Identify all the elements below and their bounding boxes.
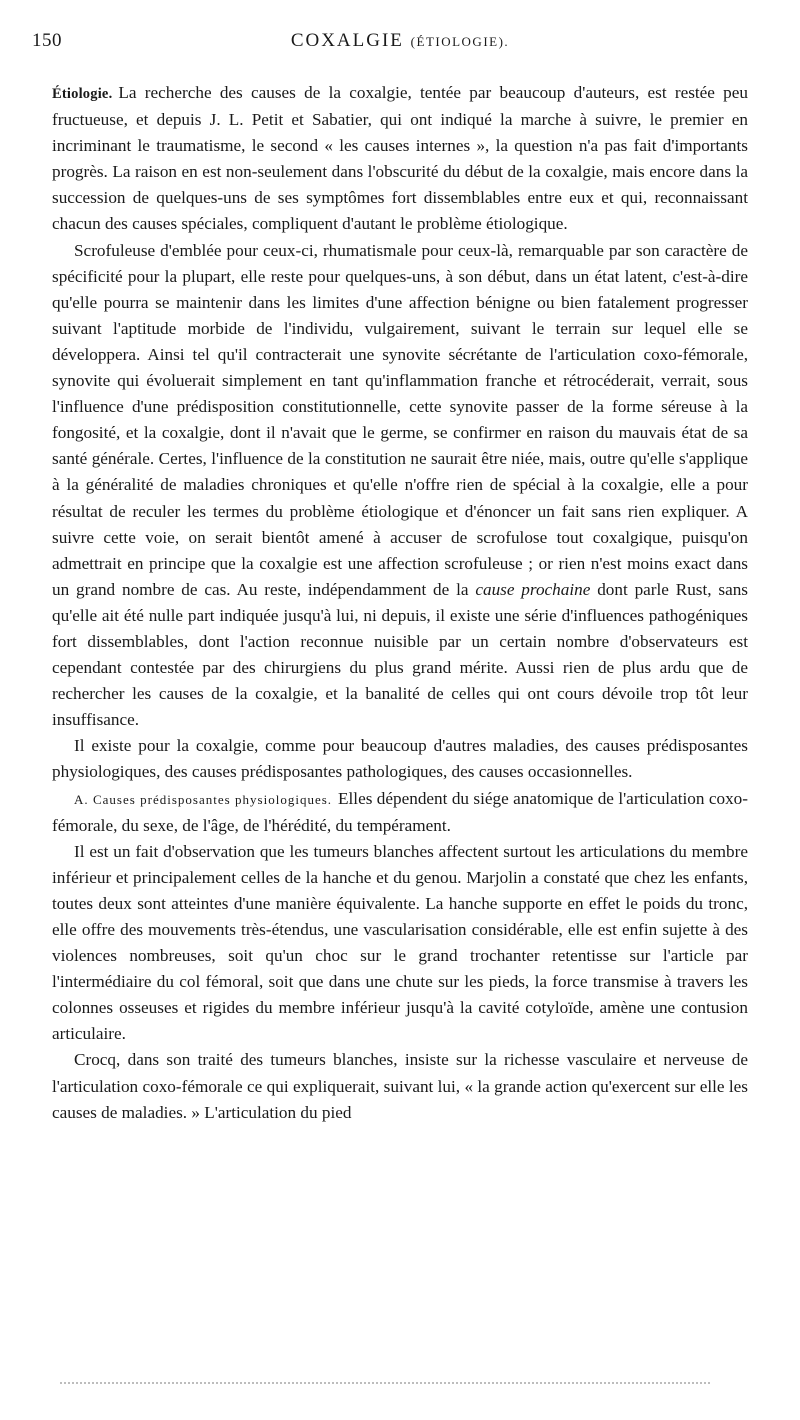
page-header [32,26,748,60]
footer-scan-artifact [60,1382,710,1386]
subsection-heading: A. Causes prédisposantes physiologiques. [74,791,333,807]
paragraph-2-text-a: Scrofuleuse d'emblée pour ceux-ci, rhumatismale pour ceux-là, remarquable par son caractère de spécificité pour la plupart, elle reste pour quelques-uns, à son début, dans un état latent, c'est-à-dire qu'elle pourra se maintenir dans les limites d'une affection bénigne ou bien fatalement progresser suivant l'aptitude morbide de l'individu, vulgairement, suivant le terrain sur lequel elle se développera. Ainsi tel qu'il contracterait une synovite sécrétante de l'articulation coxo-fémorale, synovite qui évoluerait simplement en tant qu'inflammation franche et rétrocéderait, verrait, sous l'influence d'une prédisposition constitutionnelle, cette synovite passer de la forme séreuse à la fongosité, et la coxalgie, dont il n'avait que le germe, se confirmer en raison du mauvais état de sa santé générale. Certes, l'influence de la constitution ne saurait être niée, mais, outre qu'elle s'applique à la généralité de maladies chroniques et qu'elle n'offre rien de spécial à la coxalgie, elle a pour résultat de reculer les termes du problème étiologique et d'énoncer un fait sans rien expliquer. A suivre cette voie, on serait bientôt amené à accuser de scrofulose tout coxalgique, puisqu'on admettrait en principe que la coxalgie est une affection scrofuleuse ; or rien n'est moins exact dans un grand nombre de cas. Au reste, indépendamment de la [52,240,748,599]
paragraph-6-text: Crocq, dans son traité des tumeurs blanches, insiste sur la richesse vasculaire et nerveuse de l'articulation coxo-fémorale ce qui expliquerait, suivant lui, « la grande action qu'exercent sur elle les causes de maladies. » L'articulation du pied [52,1050,748,1122]
running-title-subtitle: (ÉTIOLOGIE). [410,34,510,49]
paragraph-1-text: La recherche des causes de la coxalgie, tentée par beaucoup d'auteurs, est restée peu fructueuse, et depuis J. L. Petit et Sabatier, qui ont indiqué la marche à suivre, le premier en incriminant le traumatisme, le second « les causes internes », la question n'a pas fait d'importants progrès. La raison en est non-seulement dans l'obscurité du début de la coxalgie, mais encore dans la succession de quelques-uns de ses symptômes fort dissemblables entre eux et qui, reconnaissant chacun des causes spéciales, compliquent d'autant le problème étiologique. [52,83,748,234]
section-lead: Étiologie. [52,86,113,102]
paragraph-etiologie [52,80,748,238]
paragraph-3-text: Il existe pour la coxalgie, comme pour beaucoup d'autres maladies, des causes prédisposantes physiologiques, des causes prédisposantes pathologiques, des causes occasionnelles. [52,736,748,782]
paragraph-6 [52,1047,748,1125]
paragraph-2-text-b: dont parle Rust, sans qu'elle ait été nulle part indiquée jusqu'à lui, ni depuis, il existe une série d'influences pathogéniques fort dissemblables, dont l'action reconnue nuisible par un certain nombre d'observateurs est cependant contestée par des chirurgiens du plus grand mérite. Aussi rien de plus ardu que de rechercher les causes de la coxalgie, et la banalité de celles qui ont cours dévoile trop tôt leur insuffisance. [52,579,748,730]
running-title-main: COXALGIE [290,30,404,51]
paragraph-5-text: Il est un fait d'observation que les tumeurs blanches affectent surtout les articulations du membre inférieur et principalement celles de la hanche et du genou. Marjolin a constaté que chez les enfants, toutes deux sont atteintes d'une manière équivalente. La hanche supporte en effet le poids du tronc, elle offre des mouvements très-étendus, une vascularisation considérable, elle est enfin sujette à des violences nombreuses, soit qu'un choc sur le grand trochanter retentisse sur l'article par l'intermédiaire du col fémoral, soit que dans une chute sur les pieds, la force transmise à travers les colonnes osseuses et rigides du membre inférieur jusqu'à la cavité cotyloïde, amène une contusion articulaire. [52,841,748,1044]
paragraph-5 [52,839,748,1048]
paragraph-2 [52,238,748,734]
italic-term: cause prochaine [475,579,591,599]
page-number: 150 [32,30,62,51]
paragraph-4 [52,786,748,839]
paragraph-4-text: Elles dépendent du siége anatomique de l'articulation coxo-fémorale, du sexe, de l'âge, de l'hérédité, du tempérament. [52,788,748,835]
running-title [52,30,748,52]
paragraph-3 [52,733,748,785]
body-text [52,80,748,1126]
